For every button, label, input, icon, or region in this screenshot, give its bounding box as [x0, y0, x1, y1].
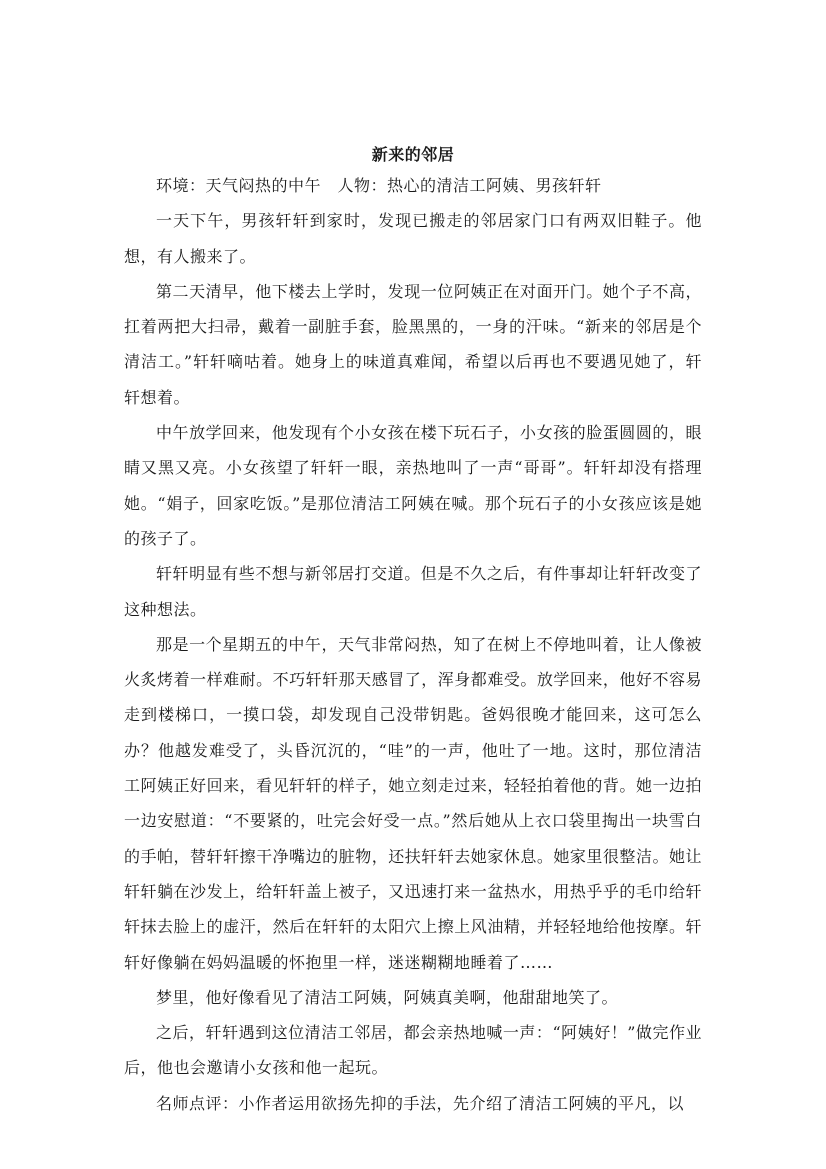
paragraph: 一天下午，男孩轩轩到家时，发现已搬走的邻居家门口有两双旧鞋子。他想，有人搬来了。 — [124, 211, 702, 266]
document-body — [124, 168, 702, 1121]
paragraph: 之后，轩轩遇到这位清洁工邻居，都会亲热地喊一声：“阿姨好！”做完作业后，他也会邀请小女孩和他一起玩。 — [124, 1023, 702, 1078]
paragraph: 轩轩明显有些不想与新邻居打交道。但是不久之后，有件事却让轩轩改变了这种想法。 — [124, 564, 702, 619]
paragraph: 第二天清早，他下楼去上学时，发现一位阿姨正在对面开门。她个子不高，扛着两把大扫帚，戴着一副脏手套，脸黑黑的，一身的汗味。“新来的邻居是个清洁工。”轩轩嘀咕着。她身上的味道真难闻，希望以后再也不要遇见她了，轩轩想着。 — [124, 281, 702, 407]
paragraph-setting: 环境：天气闷热的中午 人物：热心的清洁工阿姨、男孩轩轩 — [156, 176, 602, 195]
paragraph: 梦里，他好像看见了清洁工阿姨，阿姨真美啊，他甜甜地笑了。 — [156, 987, 619, 1007]
paragraph-teacher-comment: 名师点评：小作者运用欲扬先抑的手法，先介绍了清洁工阿姨的平凡，以 — [156, 1093, 685, 1113]
paragraph: 中午放学回来，他发现有个小女孩在楼下玩石子，小女孩的脸蛋圆圆的，眼睛又黑又亮。小女孩望了轩轩一眼，亲热地叫了一声“哥哥”。轩轩却没有搭理她。“娟子，回家吃饭。”是那位清洁工阿姨在喊。那个玩石子的小女孩应该是她的孩子了。 — [124, 423, 702, 548]
document-title: 新来的邻居 — [371, 145, 455, 164]
paragraph: 那是一个星期五的中午，天气非常闷热，知了在树上不停地叫着，让人像被火炙烤着一样难耐。不巧轩轩那天感冒了，浑身都难受。放学回来，他好不容易走到楼梯口，一摸口袋，却发现自己没带钥匙。爸妈很晚才能回来，这可怎么办？他越发难受了，头昏沉沉的，“哇”的一声，他吐了一地。这时，那位清洁工阿姨正好回来，看见轩轩的样子，她立刻走过来，轻轻拍着他的背。她一边拍一边安慰道：“不要紧的，吐完会好受一点。”然后她从上衣口袋里掏出一块雪白的手帕，替轩轩擦干净嘴边的脏物，还扶轩轩去她家休息。她家里很整洁。她让轩轩躺在沙发上，给轩轩盖上被子，又迅速打来一盆热水，用热乎乎的毛巾给轩轩抹去脸上的虚汗，然后在轩轩的太阳穴上擦上风油精，并轻轻地给他按摩。轩轩好像躺在妈妈温暖的怀抱里一样，迷迷糊糊地睡着了…… — [124, 634, 702, 972]
